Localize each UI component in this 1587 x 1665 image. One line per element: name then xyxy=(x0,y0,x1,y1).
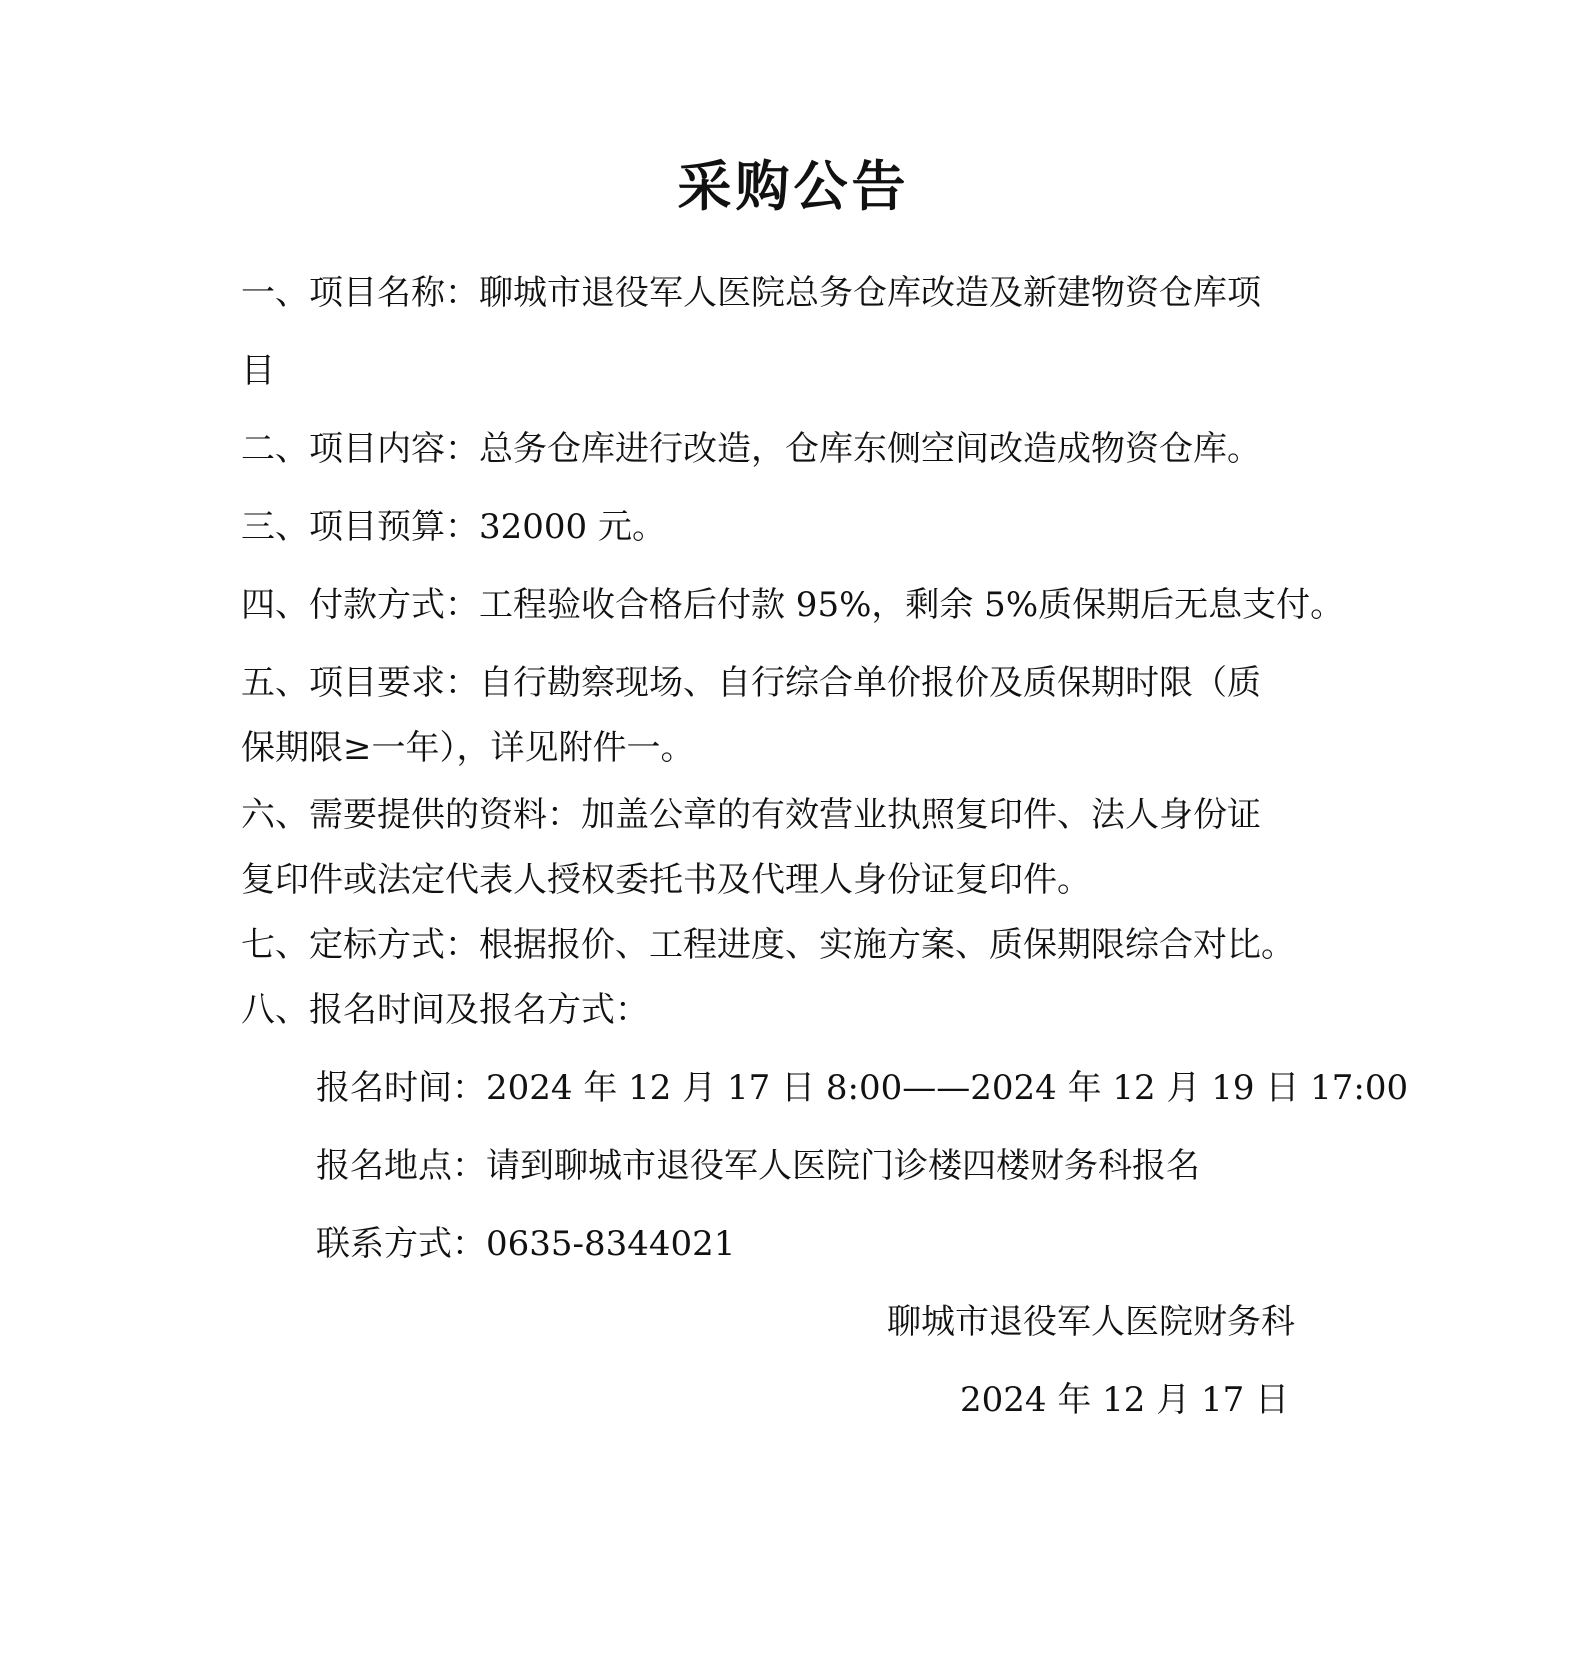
page-title: 采购公告 xyxy=(677,154,910,218)
item-payment-method: 四、付款方式：工程验收合格后付款 95%，剩余 5%质保期后无息支付。 xyxy=(241,585,1345,625)
signature-date: 2024 年 12 月 17 日 xyxy=(960,1380,1290,1420)
item-project-content: 二、项目内容：总务仓库进行改造，仓库东侧空间改造成物资仓库。 xyxy=(241,429,1261,469)
item-project-budget: 三、项目预算：32000 元。 xyxy=(241,507,666,547)
item-requirements-line1: 五、项目要求：自行勘察现场、自行综合单价报价及质保期时限（质 xyxy=(241,663,1261,703)
item-requirements-line2: 保期限≥一年），详见附件一。 xyxy=(241,728,695,768)
item-materials-line2: 复印件或法定代表人授权委托书及代理人身份证复印件。 xyxy=(241,860,1091,900)
item-materials-line1: 六、需要提供的资料：加盖公章的有效营业执照复印件、法人身份证 xyxy=(241,795,1261,835)
item-registration-heading: 八、报名时间及报名方式： xyxy=(241,990,649,1030)
registration-contact: 联系方式：0635-8344021 xyxy=(316,1224,736,1264)
registration-time: 报名时间：2024 年 12 月 17 日 8:00——2024 年 12 月 19 日 17:00 xyxy=(316,1068,1409,1108)
item-bid-method: 七、定标方式：根据报价、工程进度、实施方案、质保期限综合对比。 xyxy=(241,925,1295,965)
signature-organization: 聊城市退役军人医院财务科 xyxy=(887,1302,1295,1342)
item-project-name-line2: 目 xyxy=(241,351,275,391)
item-project-name-line1: 一、项目名称：聊城市退役军人医院总务仓库改造及新建物资仓库项 xyxy=(241,273,1261,313)
registration-location: 报名地点：请到聊城市退役军人医院门诊楼四楼财务科报名 xyxy=(316,1146,1200,1186)
